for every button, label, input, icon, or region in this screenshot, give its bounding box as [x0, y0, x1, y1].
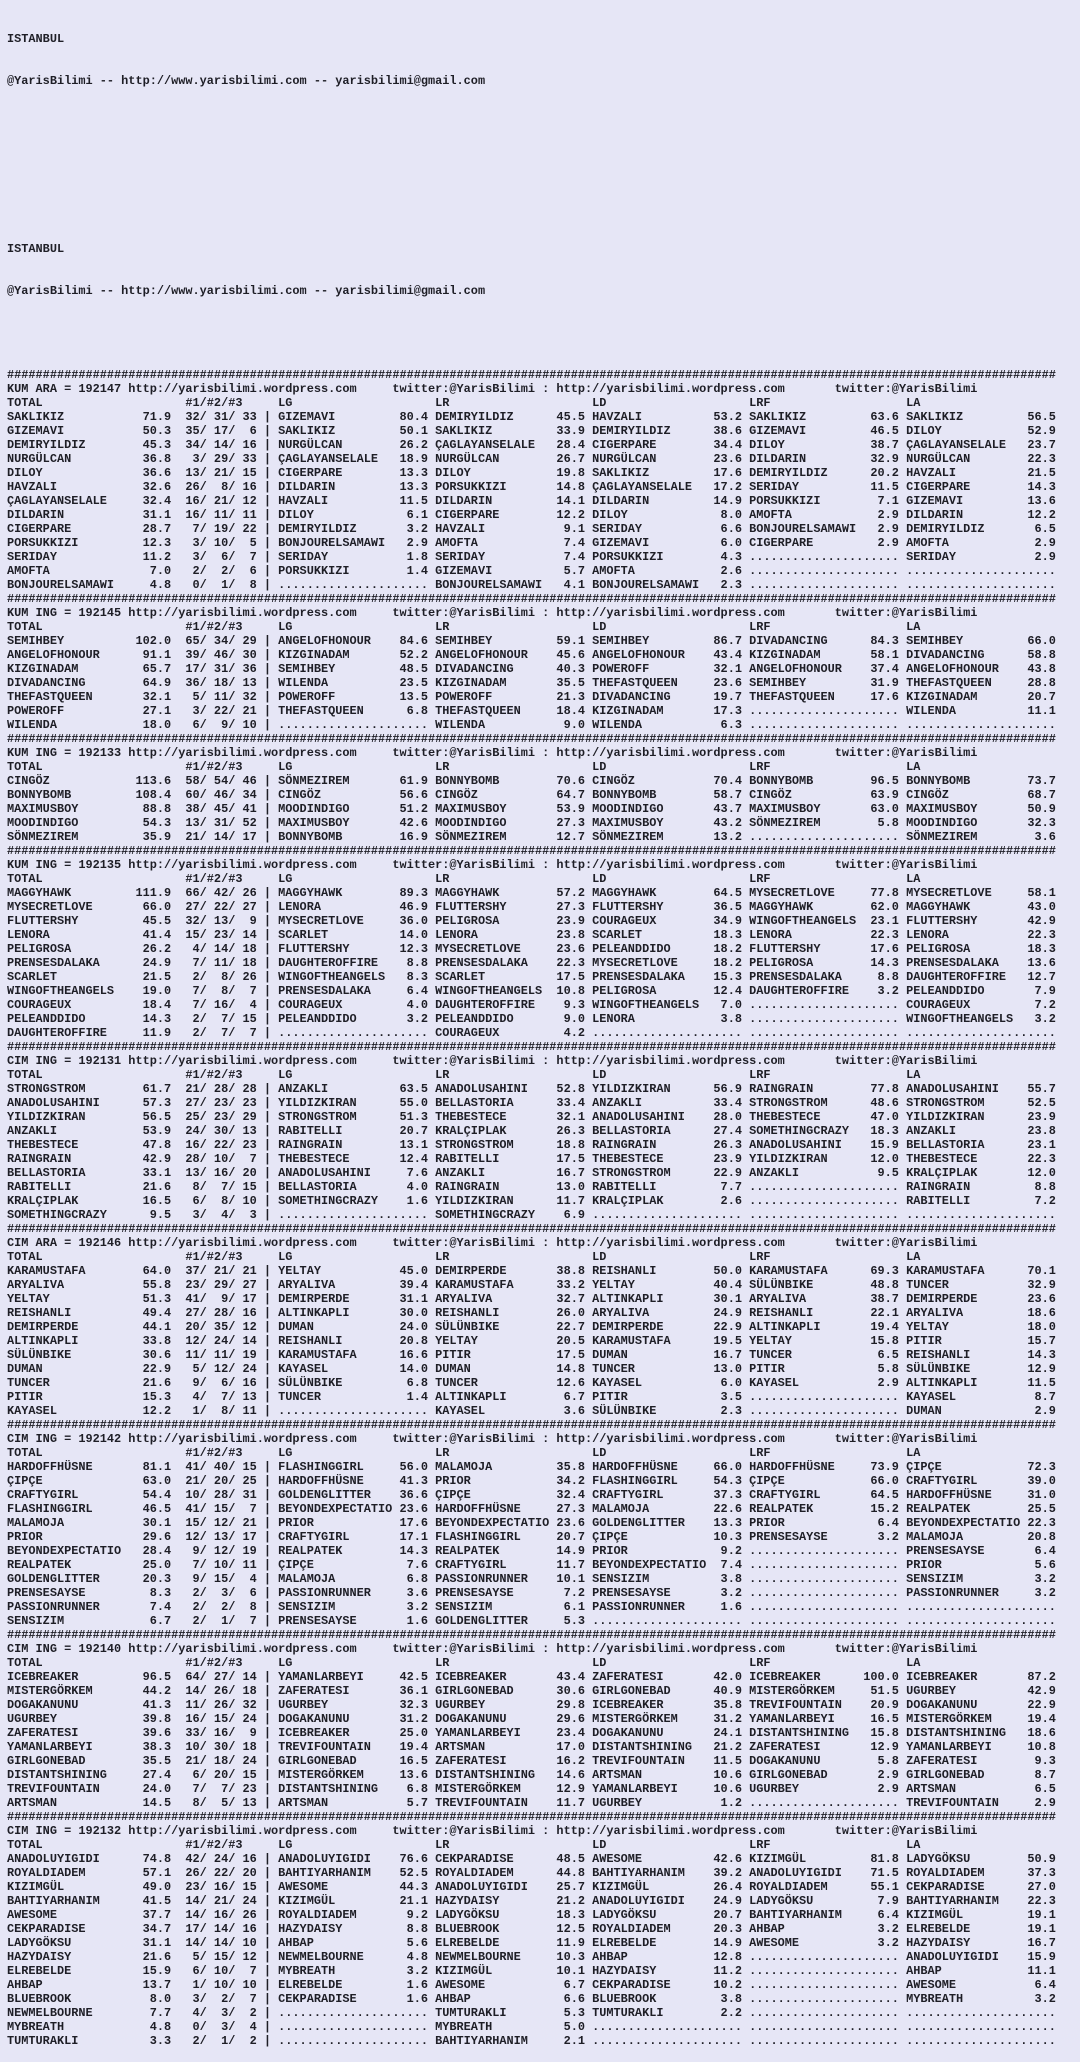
separator-line: ###################################################################################################################################################: [7, 1418, 1056, 1432]
data-row: FLASHINGGIRL 46.5 41/ 15/ 7 | BEYONDEXPECTATIO 23.6 HARDOFFHÜSNE 27.3 MALAMOJA 22.6 REALPATEK 15.2 REALPATEK 25.5: [7, 1502, 1064, 1516]
column-header: TOTAL #1/#2/#3 LG LR LD LRF LA: [7, 1838, 921, 1852]
data-row: THEBESTECE 47.8 16/ 22/ 23 | RAINGRAIN 13.1 STRONGSTROM 18.8 RAINGRAIN 26.3 ANADOLUSAHINI 15.9 BELLASTORIA 23.1: [7, 1138, 1064, 1152]
data-row: YILDIZKIRAN 56.5 25/ 23/ 29 | STRONGSTROM 51.3 THEBESTECE 32.1 ANADOLUSAHINI 28.0 THEBESTECE 47.0 YILDIZKIRAN 23.9: [7, 1110, 1064, 1124]
data-row: TREVIFOUNTAIN 24.0 7/ 7/ 23 | DISTANTSHINING 6.8 MISTERGÖRKEM 12.9 YAMANLARBEYI 10.6 UGURBEY 2.9 ARTSMAN 6.5: [7, 1782, 1064, 1796]
blank-line: [7, 158, 1080, 172]
data-row: TUMTURAKLI 3.3 2/ 1/ 2 | ..................... BAHTIYARHANIM 2.1 ..................... ..................... .....................: [7, 2034, 1064, 2048]
separator-line: ###################################################################################################################################################: [7, 592, 1056, 606]
data-row: BONNYBOMB 108.4 60/ 46/ 34 | CINGÖZ 56.6 CINGÖZ 64.7 BONNYBOMB 58.7 CINGÖZ 63.9 CINGÖZ 68.7: [7, 788, 1064, 802]
section-title: CIM ING = 192142 http://yarisbilimi.wordpress.com twitter:@YarisBilimi : http://yarisbilimi.wordpress.com twitter:@YarisBilimi: [7, 1432, 978, 1446]
data-row: KIZIMGÜL 49.0 23/ 16/ 15 | AWESOME 44.3 ANADOLUYIGIDI 25.7 KIZIMGÜL 26.4 ROYALDIADEM 55.1 CEKPARADISE 27.0: [7, 1880, 1064, 1894]
data-row: GIZEMAVI 50.3 35/ 17/ 6 | SAKLIKIZ 50.1 SAKLIKIZ 33.9 DEMIRYILDIZ 38.6 GIZEMAVI 46.5 DILOY 52.9: [7, 424, 1064, 438]
data-row: BONJOURELSAMAWI 4.8 0/ 1/ 8 | ..................... BONJOURELSAMAWI 4.1 BONJOURELSAMAWI 2.3 ..................... .....................: [7, 578, 1064, 592]
separator-line: ###################################################################################################################################################: [7, 1628, 1056, 1642]
data-row: DILDARIN 31.1 16/ 11/ 11 | DILOY 6.1 CIGERPARE 12.2 DILOY 8.0 AMOFTA 2.9 DILDARIN 12.2: [7, 508, 1064, 522]
data-row: SÖNMEZIREM 35.9 21/ 14/ 17 | BONNYBOMB 16.9 SÖNMEZIREM 12.7 SÖNMEZIREM 13.2 ..................... SÖNMEZIREM 3.6: [7, 830, 1064, 844]
data-row: ANZAKLI 53.9 24/ 30/ 13 | RABITELLI 20.7 KRALÇIPLAK 26.3 BELLASTORIA 27.4 SOMETHINGCRAZY 18.3 ANZAKLI 23.8: [7, 1124, 1064, 1138]
section-title: CIM ING = 192132 http://yarisbilimi.wordpress.com twitter:@YarisBilimi : http://yarisbilimi.wordpress.com twitter:@YarisBilimi: [7, 1824, 978, 1838]
data-row: DAUGHTEROFFIRE 11.9 2/ 7/ 7 | ..................... COURAGEUX 4.2 ..................... ..................... .....................: [7, 1026, 1064, 1040]
data-row: SÜLÜNBIKE 30.6 11/ 11/ 19 | KARAMUSTAFA 16.6 PITIR 17.5 DUMAN 16.7 TUNCER 6.5 REISHANLI 14.3: [7, 1348, 1064, 1362]
data-row: PASSIONRUNNER 7.4 2/ 2/ 8 | SENSIZIM 3.2 SENSIZIM 6.1 PASSIONRUNNER 1.6 ..................... .....................: [7, 1600, 1064, 1614]
data-row: ANADOLUYIGIDI 74.8 42/ 24/ 16 | ANADOLUYIGIDI 76.6 CEKPARADISE 48.5 AWESOME 42.6 KIZIMGÜL 81.8 LADYGÖKSU 50.9: [7, 1852, 1064, 1866]
column-header: TOTAL #1/#2/#3 LG LR LD LRF LA: [7, 620, 921, 634]
section-title: KUM ARA = 192147 http://yarisbilimi.wordpress.com twitter:@YarisBilimi : http://yarisbilimi.wordpress.com twitter:@YarisBilimi: [7, 382, 978, 396]
city-title: ISTANBUL: [7, 242, 65, 256]
data-row: BLUEBROOK 8.0 3/ 2/ 7 | CEKPARADISE 1.6 AHBAP 6.6 BLUEBROOK 3.8 ..................... MYBREATH 3.2: [7, 1992, 1064, 2006]
data-row: STRONGSTROM 61.7 21/ 28/ 28 | ANZAKLI 63.5 ANADOLUSAHINI 52.8 YILDIZKIRAN 56.9 RAINGRAIN 77.8 ANADOLUSAHINI 55.7: [7, 1082, 1064, 1096]
column-header: TOTAL #1/#2/#3 LG LR LD LRF LA: [7, 1656, 921, 1670]
data-row: DISTANTSHINING 27.4 6/ 20/ 15 | MISTERGÖRKEM 13.6 DISTANTSHINING 14.6 ARTSMAN 10.6 GIRLGONEBAD 2.9 GIRLGONEBAD 8.7: [7, 1768, 1064, 1782]
data-row: RABITELLI 21.6 8/ 7/ 15 | BELLASTORIA 4.0 RAINGRAIN 13.0 RABITELLI 7.7 ..................... RAINGRAIN 8.8: [7, 1180, 1064, 1194]
data-row: KIZGINADAM 65.7 17/ 31/ 36 | SEMIHBEY 48.5 DIVADANCING 40.3 POWEROFF 32.1 ANGELOFHONOUR 37.4 ANGELOFHONOUR 43.8: [7, 662, 1064, 676]
data-row: THEFASTQUEEN 32.1 5/ 11/ 32 | POWEROFF 13.5 POWEROFF 21.3 DIVADANCING 19.7 THEFASTQUEEN 17.6 KIZGINADAM 20.7: [7, 690, 1064, 704]
data-row: DILOY 36.6 13/ 21/ 15 | CIGERPARE 13.3 DILOY 19.8 SAKLIKIZ 17.6 DEMIRYILDIZ 20.2 HAVZALI 21.5: [7, 466, 1064, 480]
data-row: PRENSESDALAKA 24.9 7/ 11/ 18 | DAUGHTEROFFIRE 8.8 PRENSESDALAKA 22.3 MYSECRETLOVE 18.2 PELIGROSA 14.3 PRENSESDALAKA 13.6: [7, 956, 1064, 970]
data-row: CIGERPARE 28.7 7/ 19/ 22 | DEMIRYILDIZ 3.2 HAVZALI 9.1 SERIDAY 6.6 BONJOURELSAMAWI 2.9 DEMIRYILDIZ 6.5: [7, 522, 1064, 536]
data-row: DEMIRYILDIZ 45.3 34/ 14/ 16 | NURGÜLCAN 26.2 ÇAGLAYANSELALE 28.4 CIGERPARE 34.4 DILOY 38.7 ÇAGLAYANSELALE 23.7: [7, 438, 1064, 452]
data-row: REALPATEK 25.0 7/ 10/ 11 | ÇIPÇE 7.6 CRAFTYGIRL 11.7 BEYONDEXPECTATIO 7.4 ..................... PRIOR 5.6: [7, 1558, 1064, 1572]
section-title: KUM ING = 192145 http://yarisbilimi.wordpress.com twitter:@YarisBilimi : http://yarisbilimi.wordpress.com twitter:@YarisBilimi: [7, 606, 978, 620]
data-row: HAVZALI 32.6 26/ 8/ 16 | DILDARIN 13.3 PORSUKKIZI 14.8 ÇAGLAYANSELALE 17.2 SERIDAY 11.5 CIGERPARE 14.3: [7, 480, 1064, 494]
data-row: MISTERGÖRKEM 44.2 14/ 26/ 18 | ZAFERATESI 36.1 GIRLGONEBAD 30.6 GIRLGONEBAD 40.9 MISTERGÖRKEM 51.5 UGURBEY 42.9: [7, 1684, 1064, 1698]
section-title: CIM ING = 192140 http://yarisbilimi.wordpress.com twitter:@YarisBilimi : http://yarisbilimi.wordpress.com twitter:@YarisBilimi: [7, 1642, 978, 1656]
column-header: TOTAL #1/#2/#3 LG LR LD LRF LA: [7, 1068, 921, 1082]
data-row: KRALÇIPLAK 16.5 6/ 8/ 10 | SOMETHINGCRAZY 1.6 YILDIZKIRAN 11.7 KRALÇIPLAK 2.6 ..................... RABITELLI 7.2: [7, 1194, 1064, 1208]
data-row: ALTINKAPLI 33.8 12/ 24/ 14 | REISHANLI 20.8 YELTAY 20.5 KARAMUSTAFA 19.5 YELTAY 15.8 PITIR 15.7: [7, 1334, 1064, 1348]
data-row: ELREBELDE 15.9 6/ 10/ 7 | MYBREATH 3.2 KIZIMGÜL 10.1 HAZYDAISY 11.2 ..................... AHBAP 11.1: [7, 1964, 1064, 1978]
separator-line: ###################################################################################################################################################: [7, 732, 1056, 746]
data-row: CINGÖZ 113.6 58/ 54/ 46 | SÖNMEZIREM 61.9 BONNYBOMB 70.6 CINGÖZ 70.4 BONNYBOMB 96.5 BONNYBOMB 73.7: [7, 774, 1064, 788]
data-row: MOODINDIGO 54.3 13/ 31/ 52 | MAXIMUSBOY 42.6 MOODINDIGO 27.3 MAXIMUSBOY 43.2 SÖNMEZIREM 5.8 MOODINDIGO 32.3: [7, 816, 1064, 830]
data-row: NURGÜLCAN 36.8 3/ 29/ 33 | ÇAGLAYANSELALE 18.9 NURGÜLCAN 26.7 NURGÜLCAN 23.6 DILDARIN 32.9 NURGÜLCAN 22.3: [7, 452, 1064, 466]
data-row: BEYONDEXPECTATIO 28.4 9/ 12/ 19 | REALPATEK 14.3 REALPATEK 14.9 PRIOR 9.2 ..................... PRENSESAYSE 6.4: [7, 1544, 1064, 1558]
section-title: CIM ARA = 192146 http://yarisbilimi.wordpress.com twitter:@YarisBilimi : http://yarisbilimi.wordpress.com twitter:@YarisBilimi: [7, 1236, 978, 1250]
column-header: TOTAL #1/#2/#3 LG LR LD LRF LA: [7, 872, 921, 886]
data-row: SOMETHINGCRAZY 9.5 3/ 4/ 3 | ..................... SOMETHINGCRAZY 6.9 ..................... ..................... .....................: [7, 1208, 1064, 1222]
data-row: AHBAP 13.7 1/ 10/ 10 | ELREBELDE 1.6 AWESOME 6.7 CEKPARADISE 10.2 ..................... AWESOME 6.4: [7, 1978, 1064, 1992]
data-row: DEMIRPERDE 44.1 20/ 35/ 12 | DUMAN 24.0 SÜLÜNBIKE 22.7 DEMIRPERDE 22.9 ALTINKAPLI 19.4 YELTAY 18.0: [7, 1320, 1064, 1334]
section-title: CIM ING = 192131 http://yarisbilimi.wordpress.com twitter:@YarisBilimi : http://yarisbilimi.wordpress.com twitter:@YarisBilimi: [7, 1054, 978, 1068]
data-row: MAXIMUSBOY 88.8 38/ 45/ 41 | MOODINDIGO 51.2 MAXIMUSBOY 53.9 MOODINDIGO 43.7 MAXIMUSBOY 63.0 MAXIMUSBOY 50.9: [7, 802, 1064, 816]
column-header: TOTAL #1/#2/#3 LG LR LD LRF LA: [7, 396, 921, 410]
sections-container: [7, 368, 1080, 2048]
data-row: CRAFTYGIRL 54.4 10/ 28/ 31 | GOLDENGLITTER 36.6 ÇIPÇE 32.4 CRAFTYGIRL 37.3 CRAFTYGIRL 64.5 HARDOFFHÜSNE 31.0: [7, 1488, 1064, 1502]
blank-line: [7, 200, 1080, 214]
data-row: PELEANDDIDO 14.3 2/ 7/ 15 | PELEANDDIDO 3.2 PELEANDDIDO 9.0 LENORA 3.8 ..................... WINGOFTHEANGELS 3.2: [7, 1012, 1064, 1026]
data-row: AMOFTA 7.0 2/ 2/ 6 | PORSUKKIZI 1.4 GIZEMAVI 5.7 AMOFTA 2.6 ..................... .....................: [7, 564, 1064, 578]
column-header: TOTAL #1/#2/#3 LG LR LD LRF LA: [7, 1250, 921, 1264]
separator-line: ###################################################################################################################################################: [7, 1040, 1056, 1054]
data-row: ARTSMAN 14.5 8/ 5/ 13 | ARTSMAN 5.7 TREVIFOUNTAIN 11.7 UGURBEY 1.2 ..................... TREVIFOUNTAIN 2.9: [7, 1796, 1064, 1810]
blank-line: [7, 326, 1080, 340]
data-row: PRENSESAYSE 8.3 2/ 3/ 6 | PASSIONRUNNER 3.6 PRENSESAYSE 7.2 PRENSESAYSE 3.2 ..................... PASSIONRUNNER 3.2: [7, 1586, 1064, 1600]
data-row: LENORA 41.4 15/ 23/ 14 | SCARLET 14.0 LENORA 23.8 SCARLET 18.3 LENORA 22.3 LENORA 22.3: [7, 928, 1064, 942]
data-row: PORSUKKIZI 12.3 3/ 10/ 5 | BONJOURELSAMAWI 2.9 AMOFTA 7.4 GIZEMAVI 6.0 CIGERPARE 2.9 AMOFTA 2.9: [7, 536, 1064, 550]
data-row: RAINGRAIN 42.9 28/ 10/ 7 | THEBESTECE 12.4 RABITELLI 17.5 THEBESTECE 23.9 YILDIZKIRAN 12.0 THEBESTECE 22.3: [7, 1152, 1064, 1166]
data-row: MALAMOJA 30.1 15/ 12/ 21 | PRIOR 17.6 BEYONDEXPECTATIO 23.6 GOLDENGLITTER 13.3 PRIOR 6.4 BEYONDEXPECTATIO 22.3: [7, 1516, 1064, 1530]
data-row: MYSECRETLOVE 66.0 27/ 22/ 27 | LENORA 46.9 FLUTTERSHY 27.3 FLUTTERSHY 36.5 MAGGYHAWK 62.0 MAGGYHAWK 43.0: [7, 900, 1064, 914]
data-row: ÇIPÇE 63.0 21/ 20/ 25 | HARDOFFHÜSNE 41.3 PRIOR 34.2 FLASHINGGIRL 54.3 ÇIPÇE 66.0 CRAFTYGIRL 39.0: [7, 1474, 1064, 1488]
data-row: YELTAY 51.3 41/ 9/ 17 | DEMIRPERDE 31.1 ARYALIVA 32.7 ALTINKAPLI 30.1 ARYALIVA 38.7 DEMIRPERDE 23.6: [7, 1292, 1064, 1306]
separator-line: ###################################################################################################################################################: [7, 1810, 1056, 1824]
data-row: UGURBEY 39.8 16/ 15/ 24 | DOGAKANUNU 31.2 DOGAKANUNU 29.6 MISTERGÖRKEM 31.2 YAMANLARBEYI 16.5 MISTERGÖRKEM 19.4: [7, 1712, 1064, 1726]
data-row: POWEROFF 27.1 3/ 22/ 21 | THEFASTQUEEN 6.8 THEFASTQUEEN 18.4 KIZGINADAM 17.3 ..................... WILENDA 11.1: [7, 704, 1064, 718]
city-title: ISTANBUL: [7, 32, 65, 46]
data-row: WILENDA 18.0 6/ 9/ 10 | ..................... WILENDA 9.0 WILENDA 6.3 ..................... .....................: [7, 718, 1064, 732]
blank-line: [7, 116, 1080, 130]
data-row: ARYALIVA 55.8 23/ 29/ 27 | ARYALIVA 39.4 KARAMUSTAFA 33.2 YELTAY 40.4 SÜLÜNBIKE 48.8 TUNCER 32.9: [7, 1278, 1064, 1292]
data-row: FLUTTERSHY 45.5 32/ 13/ 9 | MYSECRETLOVE 36.0 PELIGROSA 23.9 COURAGEUX 34.9 WINGOFTHEANGELS 23.1 FLUTTERSHY 42.9: [7, 914, 1064, 928]
data-row: GIRLGONEBAD 35.5 21/ 18/ 24 | GIRLGONEBAD 16.5 ZAFERATESI 16.2 TREVIFOUNTAIN 11.5 DOGAKANUNU 5.8 ZAFERATESI 9.3: [7, 1754, 1064, 1768]
column-header: TOTAL #1/#2/#3 LG LR LD LRF LA: [7, 760, 921, 774]
section-title: KUM ING = 192135 http://yarisbilimi.wordpress.com twitter:@YarisBilimi : http://yarisbilimi.wordpress.com twitter:@YarisBilimi: [7, 858, 978, 872]
data-row: ICEBREAKER 96.5 64/ 27/ 14 | YAMANLARBEYI 42.5 ICEBREAKER 43.4 ZAFERATESI 42.0 ICEBREAKER 100.0 ICEBREAKER 87.2: [7, 1670, 1064, 1684]
data-row: PELIGROSA 26.2 4/ 14/ 18 | FLUTTERSHY 12.3 MYSECRETLOVE 23.6 PELEANDDIDO 18.2 FLUTTERSHY 17.6 PELIGROSA 18.3: [7, 942, 1064, 956]
data-row: SCARLET 21.5 2/ 8/ 26 | WINGOFTHEANGELS 8.3 SCARLET 17.5 PRENSESDALAKA 15.3 PRENSESDALAKA 8.8 DAUGHTEROFFIRE 12.7: [7, 970, 1064, 984]
data-row: HAZYDAISY 21.6 5/ 15/ 12 | NEWMELBOURNE 4.8 NEWMELBOURNE 10.3 AHBAP 12.8 ..................... ANADOLUYIGIDI 15.9: [7, 1950, 1064, 1964]
data-row: HARDOFFHÜSNE 81.1 41/ 40/ 15 | FLASHINGGIRL 56.0 MALAMOJA 35.8 HARDOFFHÜSNE 66.0 HARDOFFHÜSNE 73.9 ÇIPÇE 72.3: [7, 1460, 1064, 1474]
data-row: NEWMELBOURNE 7.7 4/ 3/ 2 | ..................... TUMTURAKLI 5.3 TUMTURAKLI 2.2 ..................... .....................: [7, 2006, 1064, 2020]
byline: @YarisBilimi -- http://www.yarisbilimi.com -- yarisbilimi@gmail.com: [7, 284, 486, 298]
data-row: ANGELOFHONOUR 91.1 39/ 46/ 30 | KIZGINADAM 52.2 ANGELOFHONOUR 45.6 ANGELOFHONOUR 43.4 KIZGINADAM 58.1 DIVADANCING 58.8: [7, 648, 1064, 662]
byline: @YarisBilimi -- http://www.yarisbilimi.com -- yarisbilimi@gmail.com: [7, 74, 486, 88]
data-row: DUMAN 22.9 5/ 12/ 24 | KAYASEL 14.0 DUMAN 14.8 TUNCER 13.0 PITIR 5.8 SÜLÜNBIKE 12.9: [7, 1362, 1064, 1376]
data-row: SENSIZIM 6.7 2/ 1/ 7 | PRENSESAYSE 1.6 GOLDENGLITTER 5.3 ..................... ..................... .....................: [7, 1614, 1064, 1628]
section-title: KUM ING = 192133 http://yarisbilimi.wordpress.com twitter:@YarisBilimi : http://yarisbilimi.wordpress.com twitter:@YarisBilimi: [7, 746, 978, 760]
data-row: LADYGÖKSU 31.1 14/ 14/ 10 | AHBAP 5.6 ELREBELDE 11.9 ELREBELDE 14.9 AWESOME 3.2 HAZYDAISY 16.7: [7, 1936, 1064, 1950]
data-row: KAYASEL 12.2 1/ 8/ 11 | ..................... KAYASEL 3.6 SÜLÜNBIKE 2.3 ..................... DUMAN 2.9: [7, 1404, 1064, 1418]
data-row: REISHANLI 49.4 27/ 28/ 16 | ALTINKAPLI 30.0 REISHANLI 26.0 ARYALIVA 24.9 REISHANLI 22.1 ARYALIVA 18.6: [7, 1306, 1064, 1320]
data-row: ROYALDIADEM 57.1 26/ 22/ 20 | BAHTIYARHANIM 52.5 ROYALDIADEM 44.8 BAHTIYARHANIM 39.2 ANADOLUYIGIDI 71.5 ROYALDIADEM 37.3: [7, 1866, 1064, 1880]
data-row: ÇAGLAYANSELALE 32.4 16/ 21/ 12 | HAVZALI 11.5 DILDARIN 14.1 DILDARIN 14.9 PORSUKKIZI 7.1 GIZEMAVI 13.6: [7, 494, 1064, 508]
data-row: BELLASTORIA 33.1 13/ 16/ 20 | ANADOLUSAHINI 7.6 ANZAKLI 16.7 STRONGSTROM 22.9 ANZAKLI 9.5 KRALÇIPLAK 12.0: [7, 1166, 1064, 1180]
data-row: ANADOLUSAHINI 57.3 27/ 23/ 23 | YILDIZKIRAN 55.0 BELLASTORIA 33.4 ANZAKLI 33.4 STRONGSTROM 48.6 STRONGSTROM 52.5: [7, 1096, 1064, 1110]
data-row: MYBREATH 4.8 0/ 3/ 4 | ..................... MYBREATH 5.0 ..................... ..................... .....................: [7, 2020, 1064, 2034]
data-row: KARAMUSTAFA 64.0 37/ 21/ 21 | YELTAY 45.0 DEMIRPERDE 38.8 REISHANLI 50.0 KARAMUSTAFA 69.3 KARAMUSTAFA 70.1: [7, 1264, 1064, 1278]
data-row: SAKLIKIZ 71.9 32/ 31/ 33 | GIZEMAVI 80.4 DEMIRYILDIZ 45.5 HAVZALI 53.2 SAKLIKIZ 63.6 SAKLIKIZ 56.5: [7, 410, 1064, 424]
data-row: SERIDAY 11.2 3/ 6/ 7 | SERIDAY 1.8 SERIDAY 7.4 PORSUKKIZI 4.3 ..................... SERIDAY 2.9: [7, 550, 1064, 564]
data-row: ZAFERATESI 39.6 33/ 16/ 9 | ICEBREAKER 25.0 YAMANLARBEYI 23.4 DOGAKANUNU 24.1 DISTANTSHINING 15.8 DISTANTSHINING 18.6: [7, 1726, 1064, 1740]
separator-line: ###################################################################################################################################################: [7, 368, 1056, 382]
data-row: CEKPARADISE 34.7 17/ 14/ 16 | HAZYDAISY 8.8 BLUEBROOK 12.5 ROYALDIADEM 20.3 AHBAP 3.2 ELREBELDE 19.1: [7, 1922, 1064, 1936]
data-row: YAMANLARBEYI 38.3 10/ 30/ 18 | TREVIFOUNTAIN 19.4 ARTSMAN 17.0 DISTANTSHINING 21.2 ZAFERATESI 12.9 YAMANLARBEYI 10.8: [7, 1740, 1064, 1754]
data-row: AWESOME 37.7 14/ 16/ 26 | ROYALDIADEM 9.2 LADYGÖKSU 18.3 LADYGÖKSU 20.7 BAHTIYARHANIM 6.4 KIZIMGÜL 19.1: [7, 1908, 1064, 1922]
data-row: TUNCER 21.6 9/ 6/ 16 | SÜLÜNBIKE 6.8 TUNCER 12.6 KAYASEL 6.0 KAYASEL 2.9 ALTINKAPLI 11.5: [7, 1376, 1064, 1390]
data-row: GOLDENGLITTER 20.3 9/ 15/ 4 | MALAMOJA 6.8 PASSIONRUNNER 10.1 SENSIZIM 3.8 ..................... SENSIZIM 3.2: [7, 1572, 1064, 1586]
separator-line: ###################################################################################################################################################: [7, 844, 1056, 858]
data-row: MAGGYHAWK 111.9 66/ 42/ 26 | MAGGYHAWK 89.3 MAGGYHAWK 57.2 MAGGYHAWK 64.5 MYSECRETLOVE 77.8 MYSECRETLOVE 58.1: [7, 886, 1064, 900]
data-row: SEMIHBEY 102.0 65/ 34/ 29 | ANGELOFHONOUR 84.6 SEMIHBEY 59.1 SEMIHBEY 86.7 DIVADANCING 84.3 SEMIHBEY 66.0: [7, 634, 1064, 648]
column-header: TOTAL #1/#2/#3 LG LR LD LRF LA: [7, 1446, 921, 1460]
data-row: DOGAKANUNU 41.3 11/ 26/ 32 | UGURBEY 32.3 UGURBEY 29.8 ICEBREAKER 35.8 TREVIFOUNTAIN 20.9 DOGAKANUNU 22.9: [7, 1698, 1064, 1712]
data-row: BAHTIYARHANIM 41.5 14/ 21/ 24 | KIZIMGÜL 21.1 HAZYDAISY 21.2 ANADOLUYIGIDI 24.9 LADYGÖKSU 7.9 BAHTIYARHANIM 22.3: [7, 1894, 1064, 1908]
data-row: COURAGEUX 18.4 7/ 16/ 4 | COURAGEUX 4.0 DAUGHTEROFFIRE 9.3 WINGOFTHEANGELS 7.0 ..................... COURAGEUX 7.2: [7, 998, 1064, 1012]
data-row: PITIR 15.3 4/ 7/ 13 | TUNCER 1.4 ALTINKAPLI 6.7 PITIR 3.5 ..................... KAYASEL 8.7: [7, 1390, 1064, 1404]
data-row: DIVADANCING 64.9 36/ 18/ 13 | WILENDA 23.5 KIZGINADAM 35.5 THEFASTQUEEN 23.6 SEMIHBEY 31.9 THEFASTQUEEN 28.8: [7, 676, 1064, 690]
data-row: WINGOFTHEANGELS 19.0 7/ 8/ 7 | PRENSESDALAKA 6.4 WINGOFTHEANGELS 10.8 PELIGROSA 12.4 DAUGHTEROFFIRE 3.2 PELEANDDIDO 7.9: [7, 984, 1064, 998]
separator-line: ###################################################################################################################################################: [7, 1222, 1056, 1236]
data-row: PRIOR 29.6 12/ 13/ 17 | CRAFTYGIRL 17.1 FLASHINGGIRL 20.7 ÇIPÇE 10.3 PRENSESAYSE 3.2 MALAMOJA 20.8: [7, 1530, 1064, 1544]
